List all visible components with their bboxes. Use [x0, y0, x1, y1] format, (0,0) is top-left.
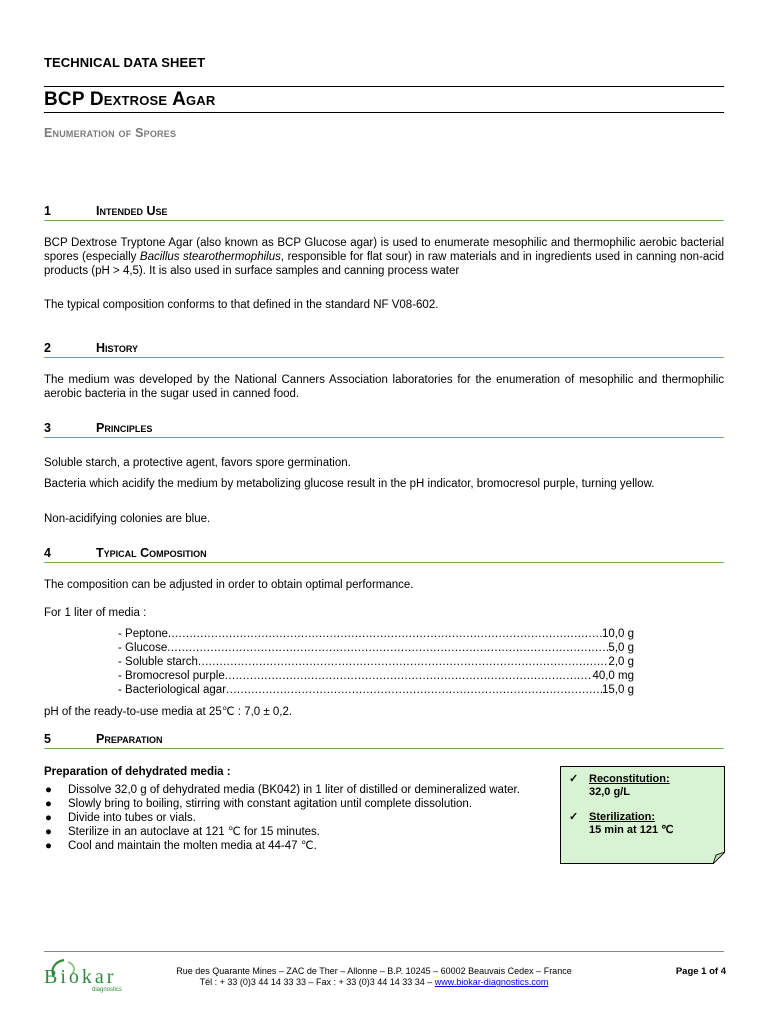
leader-dots	[225, 669, 593, 683]
page-number: Page 1 of 4	[675, 966, 726, 977]
list-item	[44, 783, 554, 797]
composition-table	[118, 627, 634, 697]
principles-paragraph-1: Soluble starch, a protective agent, favors spore germination.	[44, 457, 351, 469]
footer-phone-fax: Tél : + 33 (0)3 44 14 33 33 – Fax : + 33 (0)3 44 14 33 34 –	[199, 977, 435, 987]
document-subtitle: Enumeration of Spores	[44, 126, 177, 140]
page-curl-icon	[713, 852, 725, 864]
reconstitution-text	[589, 773, 670, 799]
section-heading-history	[44, 341, 724, 358]
section-heading-intended-use	[44, 204, 724, 221]
intended-use-standard-paragraph: The typical composition conforms to that defined in the standard NF V08-602.	[44, 299, 439, 311]
footer-rule	[44, 951, 724, 952]
composition-row	[118, 641, 634, 655]
section-title: Preparation	[96, 732, 163, 746]
ingredient-name: - Peptone	[118, 628, 168, 640]
section-title: History	[96, 341, 139, 355]
leader-dots	[226, 683, 602, 697]
website-link[interactable]: www.biokar-diagnostics.com	[434, 977, 549, 987]
section-heading-preparation	[44, 732, 724, 749]
list-item	[44, 825, 554, 839]
step-text: Cool and maintain the molten media at 44-47 ℃.	[68, 840, 317, 852]
list-item	[44, 811, 554, 825]
preparation-steps-list	[44, 783, 554, 853]
ph-statement: pH of the ready-to-use media at 25℃ : 7,0 ± 0,2.	[44, 706, 293, 718]
list-item	[44, 839, 554, 853]
ingredient-amount: 40,0 mg	[592, 670, 634, 682]
step-text: Divide into tubes or vials.	[68, 812, 196, 824]
ingredient-amount: 15,0 g	[602, 684, 634, 696]
reconstitution-value: 32,0 g/L	[589, 786, 630, 798]
composition-row	[118, 683, 634, 697]
title-top-rule	[44, 86, 724, 87]
bullet-icon: ●	[45, 784, 52, 796]
reconstitution-label: Reconstitution:	[589, 773, 670, 785]
sterilization-label: Sterilization:	[589, 811, 656, 823]
leader-dots	[168, 627, 602, 641]
bullet-icon: ●	[45, 826, 52, 838]
intended-use-species: Bacillus stearothermophilus	[139, 251, 281, 263]
preparation-note-box	[560, 766, 725, 864]
section-heading-composition	[44, 546, 724, 563]
composition-row	[118, 655, 634, 669]
section-number: 1	[44, 204, 51, 218]
logo-subtext: diagnostics	[92, 987, 123, 993]
section-number: 2	[44, 341, 51, 355]
footer-address	[140, 966, 608, 988]
intended-use-paragraph	[44, 236, 724, 278]
section-title: Principles	[96, 421, 153, 435]
intended-use-text-b: , responsible for flat sour) in raw materials and in ingredients used in canning non-acid products (pH > 4,5). It is also used in surface samples and canning process water	[44, 251, 724, 277]
composition-row	[118, 627, 634, 641]
ingredient-name: - Bacteriological agar	[118, 684, 227, 696]
step-text: Dissolve 32,0 g of dehydrated media (BK042) in 1 liter of distilled or demineralized water.	[68, 784, 520, 796]
bullet-icon: ●	[45, 840, 52, 852]
title-bottom-rule	[44, 112, 724, 113]
history-paragraph: The medium was developed by the National Canners Association laboratories for the enumeration of mesophilic and thermophilic aerobic bacteria in the sugar used in canned food.	[44, 374, 724, 400]
document-title: BCP Dextrose Agar	[44, 89, 216, 110]
document-type-label: TECHNICAL DATA SHEET	[44, 55, 206, 70]
section-heading-principles	[44, 421, 724, 438]
leader-dots	[198, 655, 609, 669]
ingredient-name: - Bromocresol purple	[118, 670, 225, 682]
ingredient-amount: 2,0 g	[608, 656, 634, 668]
step-text: Sterilize in an autoclave at 121 ℃ for 15 minutes.	[68, 826, 320, 838]
footer-address-line-2	[140, 977, 608, 988]
composition-row	[118, 669, 634, 683]
ingredient-name: - Glucose	[118, 642, 168, 654]
sterilization-value: 15 min at 121 ℃	[589, 824, 674, 836]
checkmark-icon: ✓	[569, 773, 579, 785]
leader-dots	[167, 641, 608, 655]
ingredient-amount: 5,0 g	[608, 642, 634, 654]
preparation-subheading: Preparation of dehydrated media :	[44, 766, 231, 778]
logo-wordmark: Biokar	[44, 966, 117, 988]
composition-per-liter: For 1 liter of media :	[44, 607, 147, 619]
intended-use-text-a: BCP Dextrose Tryptone Agar (also known as BCP Glucose agar) is used to enumerate mesophilic and thermophilic aerobic bacterial spores (especially	[44, 237, 724, 263]
footer-address-line-1: Rue des Quarante Mines – ZAC de Ther – Allonne – B.P. 10245 – 60002 Beauvais Cedex – France	[176, 966, 572, 976]
ingredient-name: - Soluble starch	[118, 656, 198, 668]
bullet-icon: ●	[45, 812, 52, 824]
section-title: Intended Use	[96, 204, 168, 218]
bullet-icon: ●	[45, 798, 52, 810]
section-number: 3	[44, 421, 51, 435]
sterilization-text	[589, 811, 674, 837]
ingredient-amount: 10,0 g	[602, 628, 634, 640]
step-text: Slowly bring to boiling, stirring with constant agitation until complete dissolution.	[68, 798, 472, 810]
principles-paragraph-2: Bacteria which acidify the medium by metabolizing glucose result in the pH indicator, bromocresol purple, turning yellow.	[44, 478, 655, 490]
section-title: Typical Composition	[96, 546, 207, 560]
principles-paragraph-3: Non-acidifying colonies are blue.	[44, 513, 211, 525]
checkmark-icon: ✓	[569, 811, 579, 823]
composition-intro: The composition can be adjusted in order to obtain optimal performance.	[44, 579, 414, 591]
list-item	[44, 797, 554, 811]
biokar-logo	[44, 958, 128, 998]
section-number: 4	[44, 546, 51, 560]
section-number: 5	[44, 732, 51, 746]
